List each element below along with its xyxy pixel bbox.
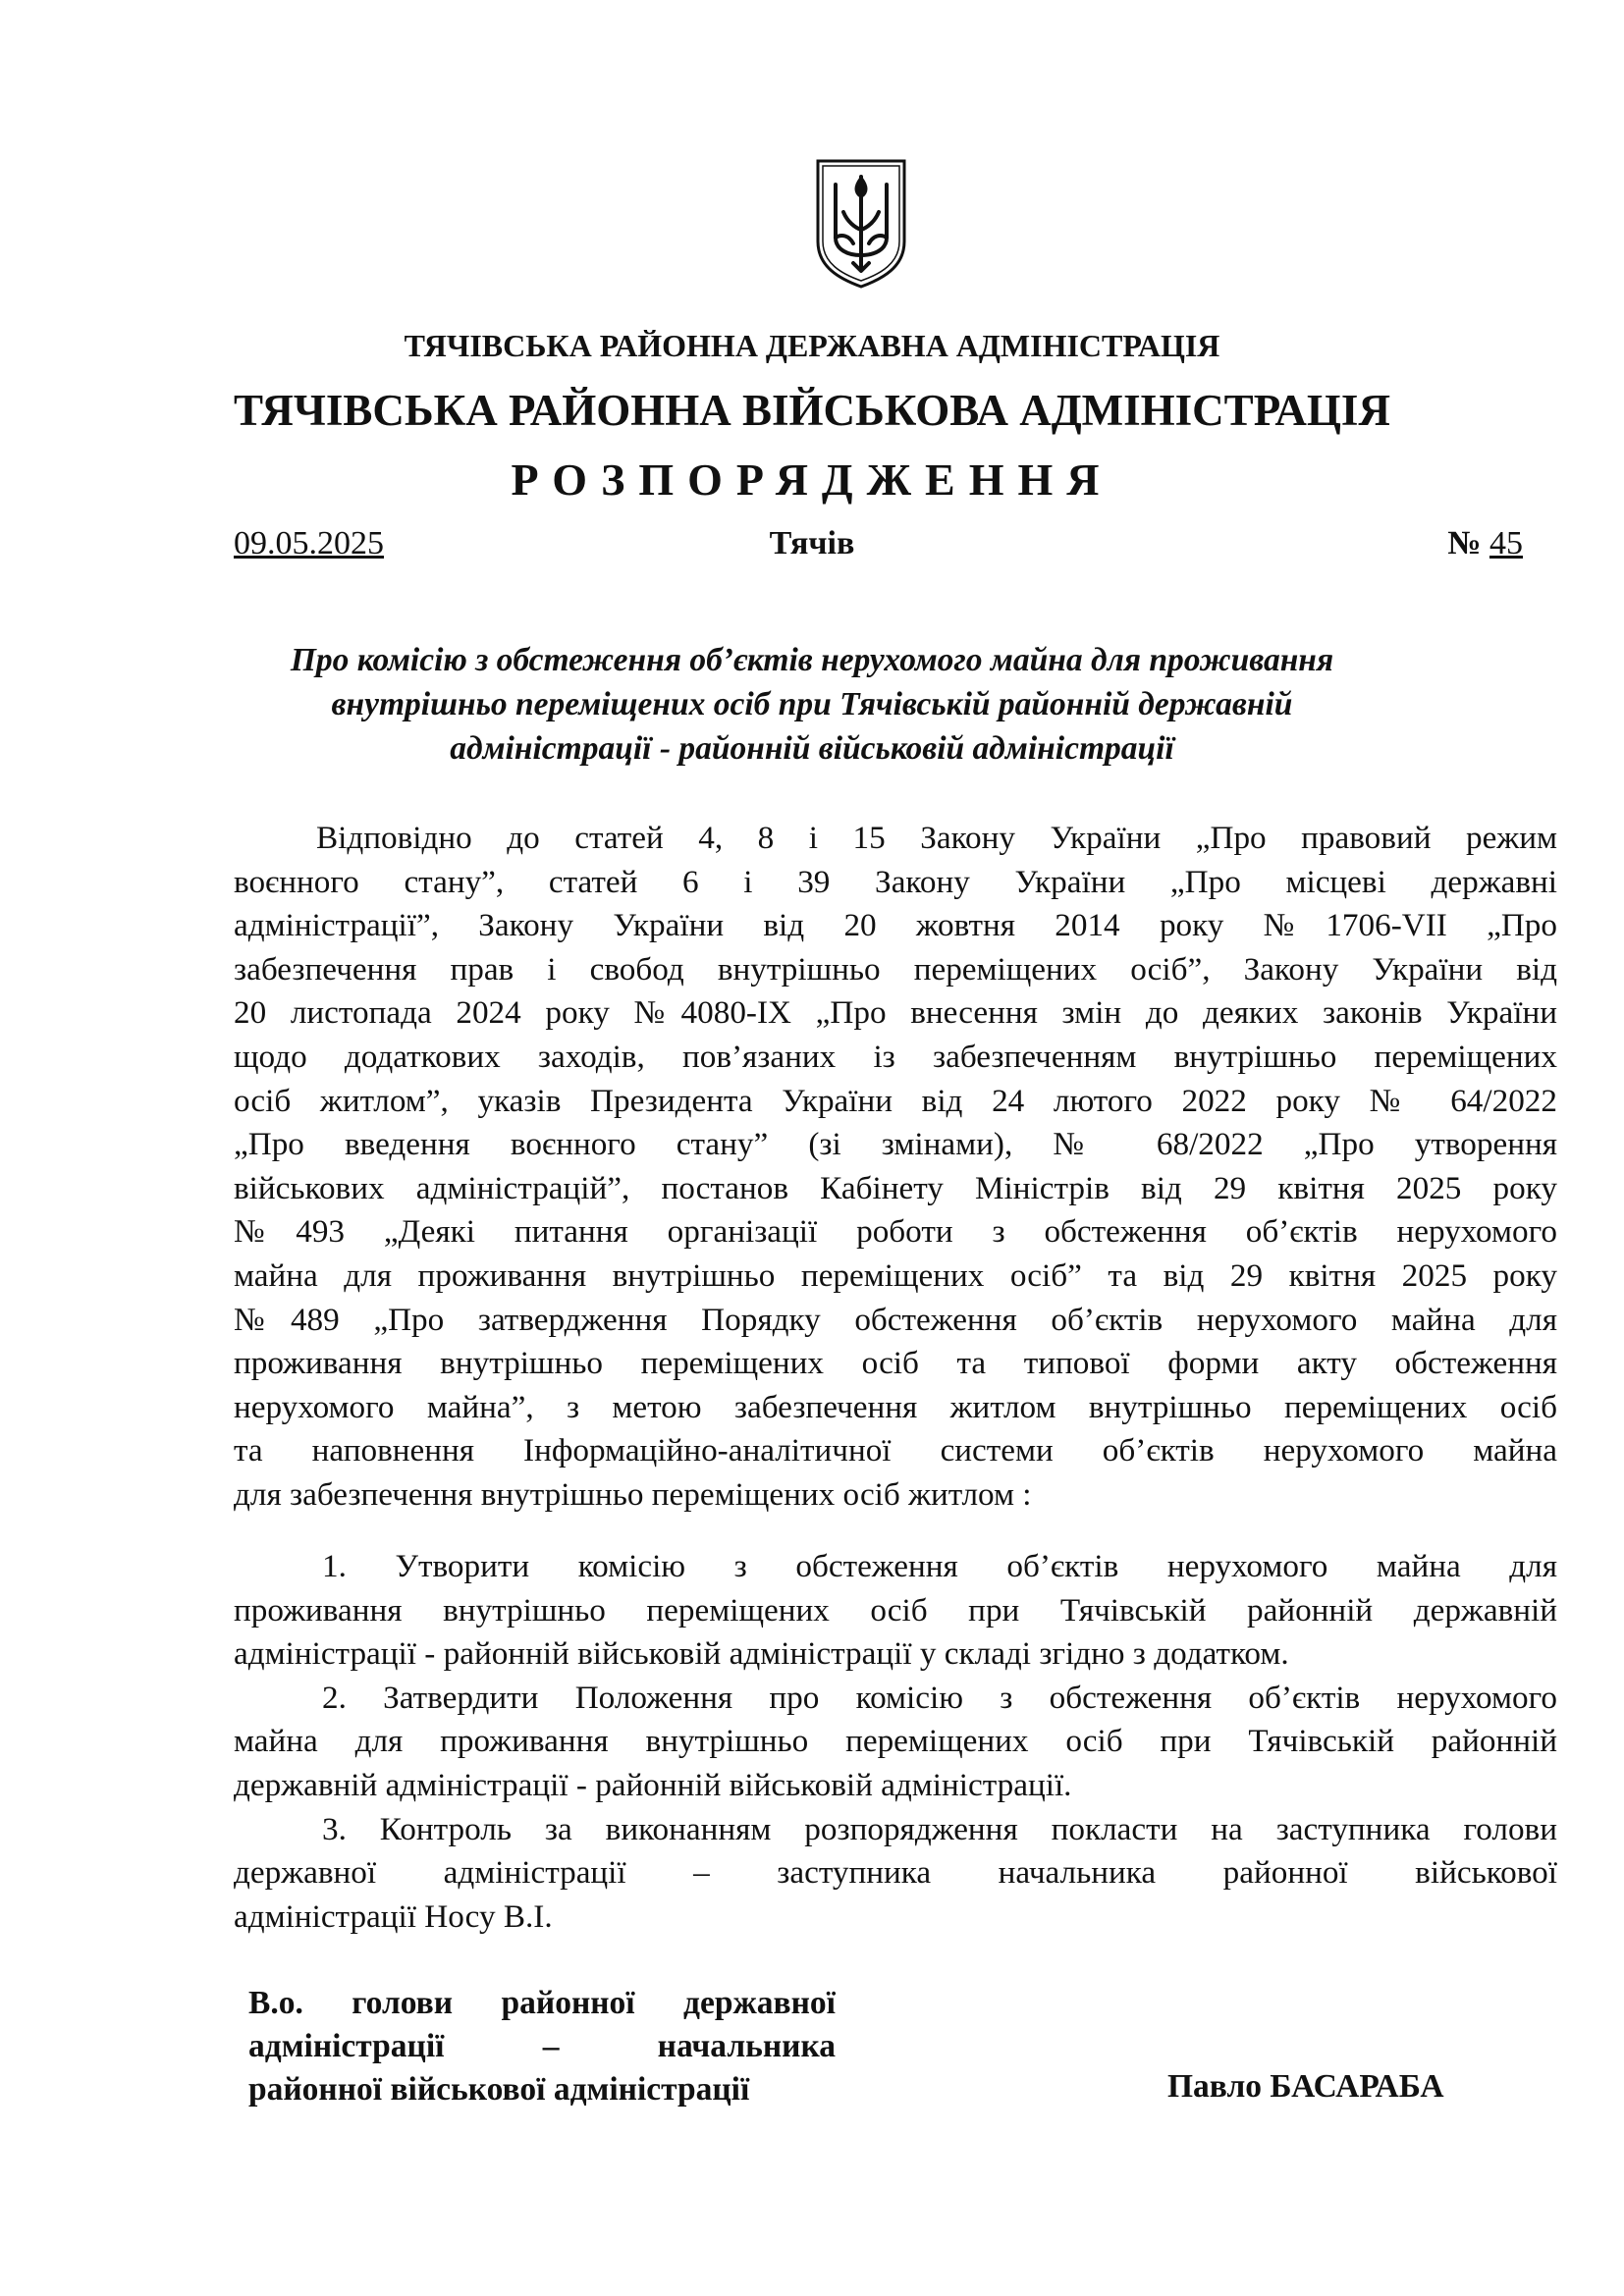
preamble-line: військових адміністрацій”, постанов Кабінету Міністрів від 29 квітня 2025 року (234, 1169, 1557, 1206)
preamble-line: №489 „Про затвердження Порядку обстеження об’єктів нерухомого майна для (234, 1301, 1557, 1338)
preamble-line: Відповідно до статей 4, 8 і 15 Закону України „Про правовий режим (316, 820, 1557, 856)
decision-item-line: 2. Затвердити Положення про комісію з обстеження об’єктів нерухомого (322, 1679, 1557, 1716)
subject-line: Про комісію з обстеження об’єктів нерухомого майна для проживання (290, 642, 1334, 678)
number-label: № (1447, 525, 1482, 561)
document-date: 09.05.2025 (234, 525, 384, 561)
preamble-line: „Про введення воєнного стану” (зі змінами), № 68/2022 „Про утворення (234, 1126, 1557, 1163)
document-type-title: РОЗПОРЯДЖЕННЯ (511, 454, 1113, 505)
decision-item-line: майна для проживання внутрішньо переміщених осіб при Тячівській районній (234, 1723, 1557, 1760)
preamble-line: осіб житлом”, указів Президента України від 24 лютого 2022 року № 64/2022 (234, 1082, 1557, 1119)
signatory-position (248, 1982, 836, 2111)
preamble-line: нерухомого майна”, з метою забезпечення житлом внутрішньо переміщених осіб (234, 1388, 1557, 1425)
decision-item (234, 1677, 1557, 1808)
decision-item-line: 1. Утворити комісію з обстеження об’єктів нерухомого майна для (322, 1548, 1557, 1584)
preamble-line: щодо додаткових заходів, пов’язаних із забезпеченням внутрішньо переміщених (234, 1038, 1557, 1075)
signatory-position-line: районної військової адміністрації (248, 2071, 750, 2108)
preamble-line: забезпечення прав і свобод внутрішньо переміщених осіб”, Закону України від (234, 950, 1557, 988)
preamble-line: для забезпечення внутрішньо переміщених осіб житлом : (234, 1475, 1032, 1513)
preamble-line: майна для проживання внутрішньо переміщених осіб” та від 29 квітня 2025 року (234, 1256, 1557, 1294)
decision-item-line: 3. Контроль за виконанням розпорядження покласти на заступника голови (322, 1810, 1557, 1847)
preamble-line: №493 „Деякі питання організації роботи з обстеження об’єктів нерухомого (234, 1213, 1557, 1251)
district-state-administration-title: ТЯЧІВСЬКА РАЙОННА ДЕРЖАВНА АДМІНІСТРАЦІЯ (404, 328, 1220, 363)
signatory-position-line: адміністрації – начальника (248, 2028, 836, 2064)
decision-item (234, 1545, 1557, 1677)
document-place: Тячів (769, 525, 855, 561)
preamble-line: та наповнення Інформаційно-аналітичної системи об’єктів нерухомого майна (234, 1432, 1557, 1469)
decision-item-line: проживання внутрішньо переміщених осіб при Тячівській районній державній (234, 1591, 1557, 1629)
decision-item-line: адміністрації - районній військовій адміністрації у складі згідно з додатком. (234, 1635, 1289, 1673)
decision-item (234, 1808, 1557, 1940)
preamble-line: проживання внутрішньо переміщених осіб та типової форми акту обстеження (234, 1345, 1557, 1382)
document-subject (0, 638, 1624, 771)
preamble-paragraph (234, 817, 1557, 1518)
signatory-name: Павло БАСАРАБА (1167, 2068, 1444, 2105)
document-number (1447, 525, 1523, 562)
signatory-position-line: В.о. голови районної державної (248, 1985, 836, 2021)
decision-items (234, 1545, 1557, 1939)
decision-item-line: адміністрації Носу В.І. (234, 1897, 553, 1935)
preamble-line: 20 листопада 2024 року №4080-IX „Про внесення змін до деяких законів України (234, 994, 1557, 1032)
subject-line: внутрішньо переміщених осіб при Тячівській районній державній (331, 686, 1293, 722)
decision-item-line: державної адміністрації – заступника начальника районної військової (234, 1854, 1557, 1892)
number-value: 45 (1489, 525, 1523, 561)
decision-item-line: державній адміністрації - районній військовій адміністрації. (234, 1766, 1072, 1803)
preamble-line: адміністрації”, Закону України від 20 жовтня 2014 року №1706-VII „Про (234, 907, 1557, 944)
preamble-line: воєнного стану”, статей 6 і 39 Закону України „Про місцеві державні (234, 863, 1557, 900)
district-military-administration-title: ТЯЧІВСЬКА РАЙОННА ВІЙСЬКОВА АДМІНІСТРАЦІЯ (234, 386, 1390, 435)
subject-line: адміністрації - районній військовій адміністрації (450, 730, 1174, 767)
trident-coat-of-arms-icon (812, 157, 910, 291)
